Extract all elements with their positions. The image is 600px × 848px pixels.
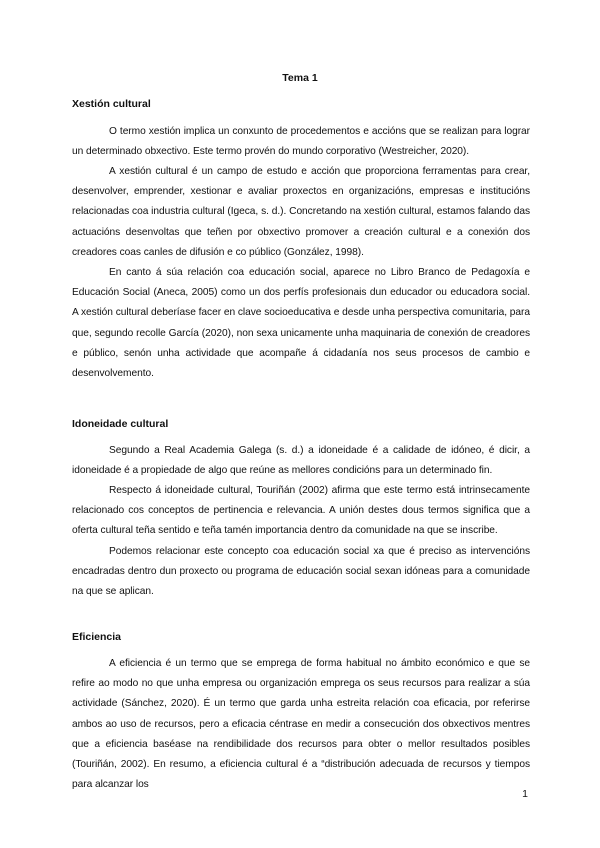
document-title: Tema 1 — [282, 72, 318, 84]
section-heading-eficiencia: Eficiencia — [72, 631, 122, 643]
paragraph: Podemos relacionar este concepto coa educación social xa que é preciso as intervencións encadradas dentro dun proxecto ou programa de educación social sexan idóneas para a comunidade na que se aplican. — [72, 546, 530, 598]
section-heading-xestion-cultural: Xestión cultural — [72, 98, 151, 110]
section-heading-idoneidade-cultural: Idoneidade cultural — [72, 418, 169, 430]
paragraph: A eficiencia é un termo que se emprega de forma habitual no ámbito económico e que se refire ao modo no que unha empresa ou organización emprega os seus recursos para realizar a súa actividade (Sánchez, 2020). É un termo que garda unha estreita relación coa eficacia, por referirse ambos ao uso de recursos, pero a eficacia céntrase en medir a consecución dos obxectivos mentres que a eficiencia baséase na rendibilidade dos recursos para obter o mellor resultados posibles (Touriñán, 2002). En resumo, a eficiencia cultural é a “distribución adecuada de recursos y tiempos para alcanzar los — [72, 658, 530, 791]
paragraph: En canto á súa relación coa educación social, aparece no Libro Branco de Pedagoxía e Educación Social (Aneca, 2005) como un dos perfís profesionais dun educador ou educadora social. A xestión cultural deberíase facer en clave socioeducativa e desde unha perspectiva comunitaria, para que, segundo recolle García (2020), non sexa unicamente unha maquinaria de conexión de creadores e público, senón unha actividade que acompañe á cidadanía nos seus procesos de cambio e desenvolvemento. — [72, 267, 530, 380]
paragraph: O termo xestión implica un conxunto de procedementos e accións que se realizan para lograr un determinado obxectivo. Este termo provén do mundo corporativo (Westreicher, 2020). — [72, 126, 530, 158]
page-number: 1 — [522, 788, 528, 800]
paragraph: Respecto á idoneidade cultural, Touriñán (2002) afirma que este termo está intrinsecamente relacionado cos conceptos de pertinencia e relevancia. A unión destes dous termos significa que a oferta cultural teña sentido e teña tamén importancia dentro da comunidade na que se inscribe. — [72, 485, 530, 537]
paragraph: A xestión cultural é un campo de estudo e acción que proporciona ferramentas para crear, desenvolver, emprender, xestionar e avaliar proxectos en organizacións, empresas e institucións relacionadas coa industria cultural (Igeca, s. d.). Concretando na xestión cultural, estamos falando das actuacións desenvoltas que teñen por obxectivo promover a creación cultural e a conexión dos creadores coas canles de difusión e co público (González, 1998). — [72, 166, 530, 258]
paragraph: Segundo a Real Academia Galega (s. d.) a idoneidade é a calidade de idóneo, é dicir, a idoneidade é a propiedade de algo que reúne as mellores condicións para un determinado fin. — [72, 445, 530, 477]
